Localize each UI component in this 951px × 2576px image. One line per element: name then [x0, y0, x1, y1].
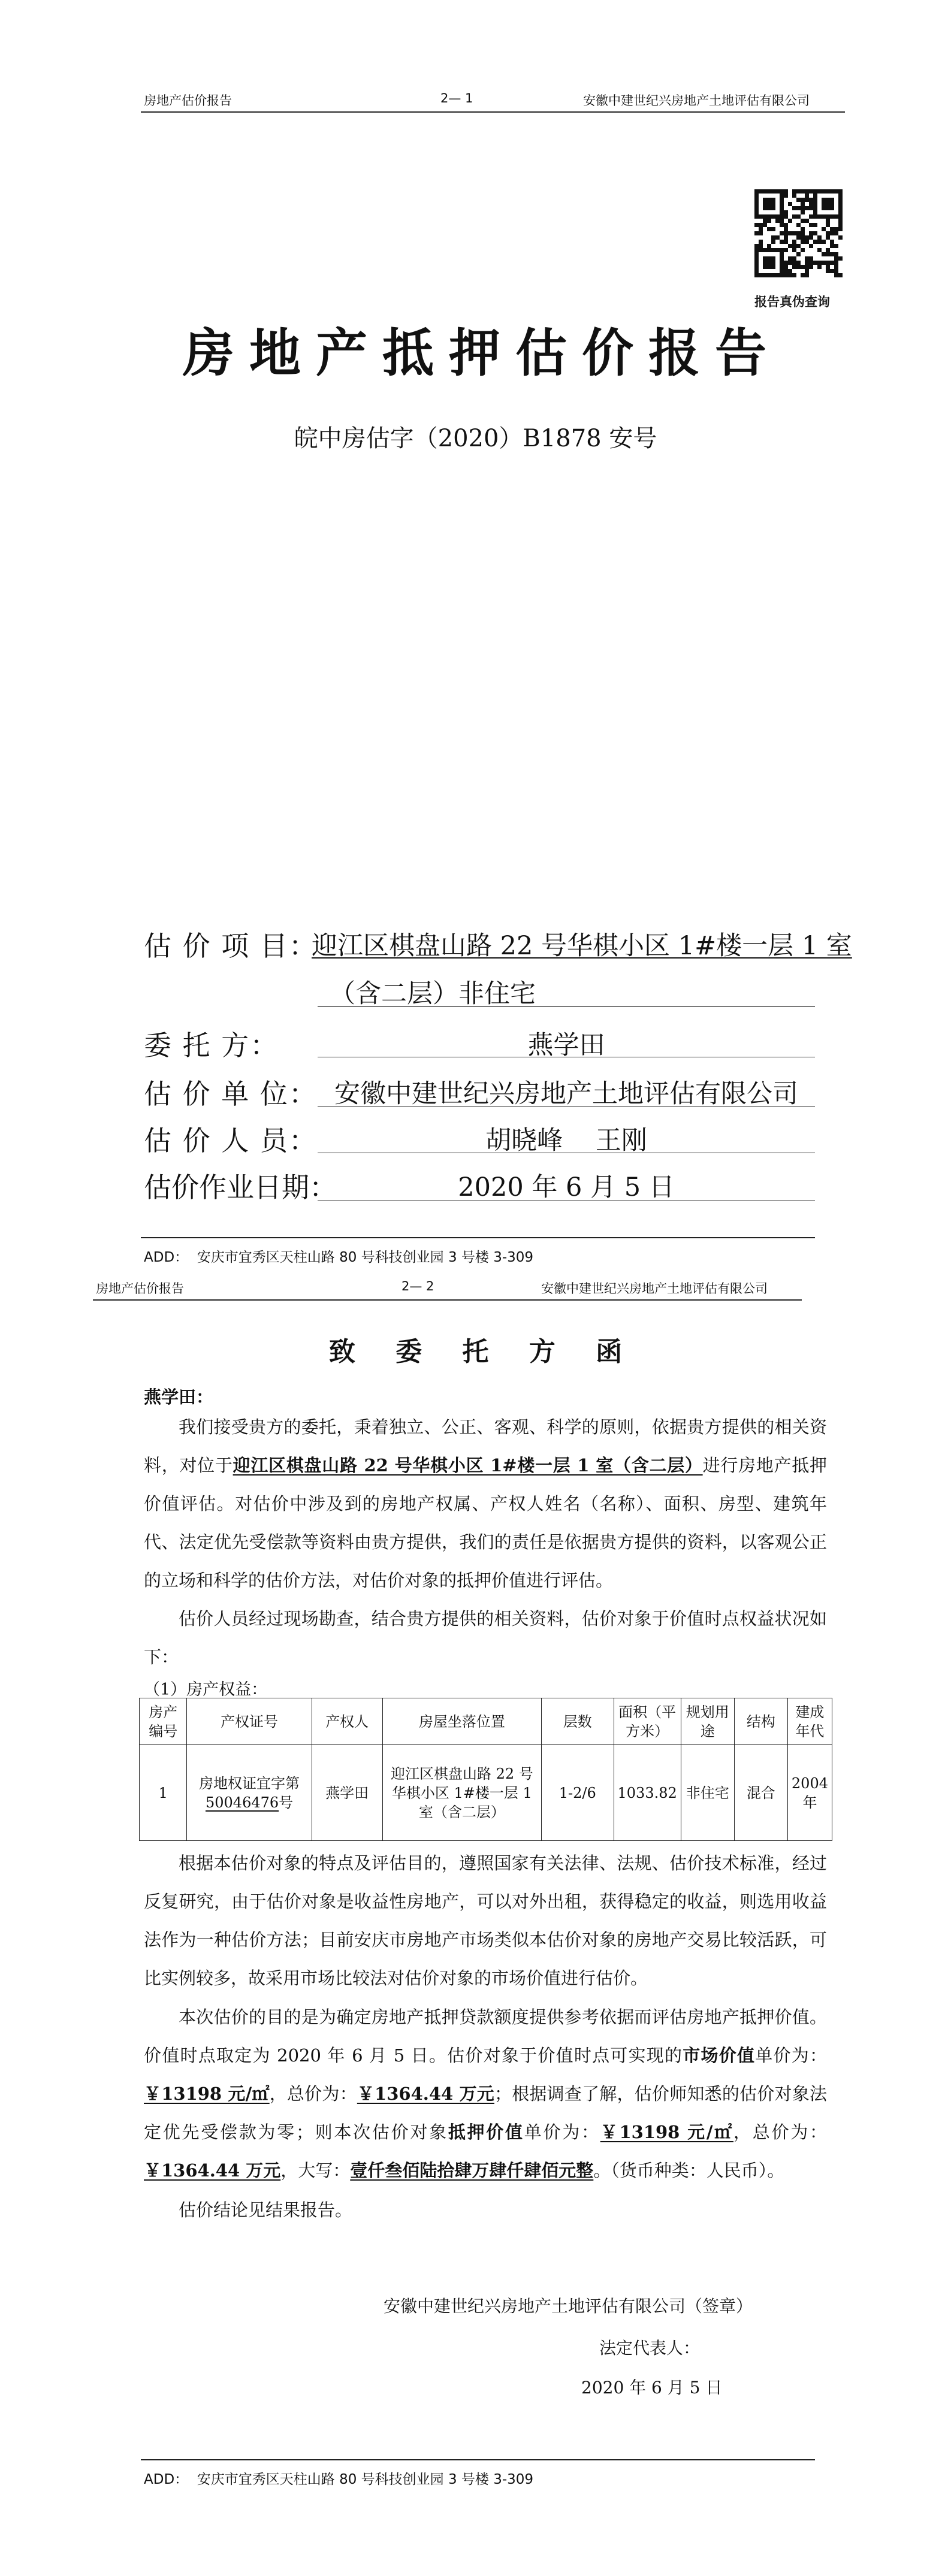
report-number: 皖中房估字（2020）B1878 安号: [294, 425, 657, 452]
page1-header-page-number: 2— 1: [440, 91, 473, 105]
letter-paragraph-1: 我们接受贵方的委托，秉着独立、公正、客观、科学的原则，依据贵方提供的相关资料，对位于迎江区棋盘山路 22 号华棋小区 1#楼一层 1 室（含二层）进行房地产抵押价值评估。对估价中涉及到的房地产权属、产权人姓名（名称）、面积、房型、建筑年代、法定优先受偿款等资料由贵方提供，我们的责任是依据贵方提供的资料，以客观公正的立场和科学的估价方法，对估价对象的抵押价值进行评估。: [144, 1417, 827, 1591]
table-header-cell: 规划用途: [681, 1698, 734, 1745]
signature-date: 2020 年 6 月 5 日: [581, 2378, 723, 2397]
field-value-client: 燕学田: [527, 1030, 605, 1060]
letter-salutation: 燕学田：: [144, 1387, 214, 1407]
field-value-unit: 安徽中建世纪兴房地产土地评估有限公司: [334, 1079, 798, 1109]
field-label-date: 估价作业日期：: [144, 1171, 337, 1204]
letter-paragraph-4: 本次估价的目的是为确定房地产抵押贷款额度提供参考依据而评估房地产抵押价值。价值时点取定为 2020 年 6 月 5 日。估价对象于价值时点可实现的市场价值单价为：￥13198 元/㎡，总价为：￥1364.44 万元；根据调查了解，估价师知悉的估价对象法定优先受偿款为零；则本次估价对象抵押价值单价为：￥13198 元/㎡，总价为：￥1364.44 万元，大写：壹仟叁佰陆拾肆万肆仟肆佰元整。（货币种类：人民币）。: [144, 2007, 827, 2181]
page2-header-left: 房地产估价报告: [96, 1281, 184, 1296]
table-cell-structure: 混合: [734, 1745, 787, 1841]
table-header-cell: 产权证号: [187, 1698, 312, 1745]
table-cell-usage: 非住宅: [681, 1745, 734, 1841]
table-cell-cert: 房地权证宜字第50046476号: [187, 1745, 312, 1841]
report-title: 房地产抵押估价报告: [183, 323, 781, 383]
qr-caption: 报告真伪查询: [754, 295, 830, 309]
page2-footer-address: ADD： 安庆市宜秀区天柱山路 80 号科技创业园 3 号楼 3-309: [144, 2472, 534, 2487]
field-label-unit: 估 价 单 位：: [144, 1078, 318, 1110]
property-rights-table: [139, 1698, 832, 1841]
page1-header-left: 房地产估价报告: [144, 93, 232, 108]
letter-title: 致 委 托 方 函: [328, 1337, 638, 1367]
table-cell-owner: 燕学田: [312, 1745, 382, 1841]
table-header-cell: 层数: [542, 1698, 614, 1745]
field-value-appraisers: 胡晓峰 王刚: [485, 1126, 647, 1156]
field-value-date: 2020 年 6 月 5 日: [458, 1172, 675, 1202]
table-header-cell: 结构: [734, 1698, 787, 1745]
letter-paragraph-3: 根据本估价对象的特点及评估目的，遵照国家有关法律、法规、估价技术标准，经过反复研究，由于估价对象是收益性房地产，可以对外出租，获得稳定的收益，则选用收益法作为一种估价方法；目前安庆市房地产市场类似本估价对象的房地产交易比较活跃，可比实例较多，故采用市场比较法对估价对象的市场价值进行估价。: [144, 1853, 827, 1988]
table-cell-area: 1033.82: [614, 1745, 681, 1841]
page2-header-page-number: 2— 2: [401, 1279, 434, 1293]
table-caption: （1）房产权益：: [144, 1680, 268, 1699]
page1-header-rule: [141, 111, 845, 113]
letter-paragraph-5: 估价结论见结果报告。: [179, 2200, 353, 2220]
field-value-project-line1: 迎江区棋盘山路 22 号华棋小区 1#楼一层 1 室: [312, 931, 852, 961]
signature-company: 安徽中建世纪兴房地产土地评估有限公司（签章）: [384, 2296, 753, 2316]
qr-code-icon: [751, 186, 847, 282]
page1-footer-address: ADD： 安庆市宜秀区天柱山路 80 号科技创业园 3 号楼 3-309: [144, 1250, 534, 1265]
table-header-cell: 面积（平方米）: [614, 1698, 681, 1745]
table-cell-no: 1: [140, 1745, 187, 1841]
table-row: [140, 1745, 832, 1841]
table-header-cell: 建成年代: [787, 1698, 832, 1745]
field-label-client: 委 托 方：: [144, 1029, 279, 1062]
letter-paragraph-2: 估价人员经过现场勘查，结合贵方提供的相关资料，估价对象于价值时点权益状况如下：: [144, 1609, 827, 1667]
field-value-project-line2: （含二层）非住宅: [330, 979, 536, 1009]
table-cell-year: 2004年: [787, 1745, 832, 1841]
page1-footer-rule: [141, 1237, 815, 1238]
page2-header-company: 安徽中建世纪兴房地产土地评估有限公司: [541, 1281, 768, 1296]
page2-footer-rule: [141, 2459, 815, 2460]
signature-legal-rep: 法定代表人：: [599, 2338, 701, 2358]
table-header-cell: 房屋坐落位置: [382, 1698, 541, 1745]
table-header-cell: 房产编号: [140, 1698, 187, 1745]
table-cell-floors: 1-2/6: [542, 1745, 614, 1841]
page1-header-company: 安徽中建世纪兴房地产土地评估有限公司: [583, 93, 810, 108]
page2-header-rule: [93, 1299, 802, 1301]
field-label-appraisers: 估 价 人 员：: [144, 1124, 318, 1157]
table-header-cell: 产权人: [312, 1698, 382, 1745]
field-label-project: 估 价 项 目：: [144, 930, 318, 962]
field-underline-project: [318, 1006, 815, 1007]
table-cell-location: 迎江区棋盘山路 22 号华棋小区 1#楼一层 1 室（含二层）: [382, 1745, 541, 1841]
